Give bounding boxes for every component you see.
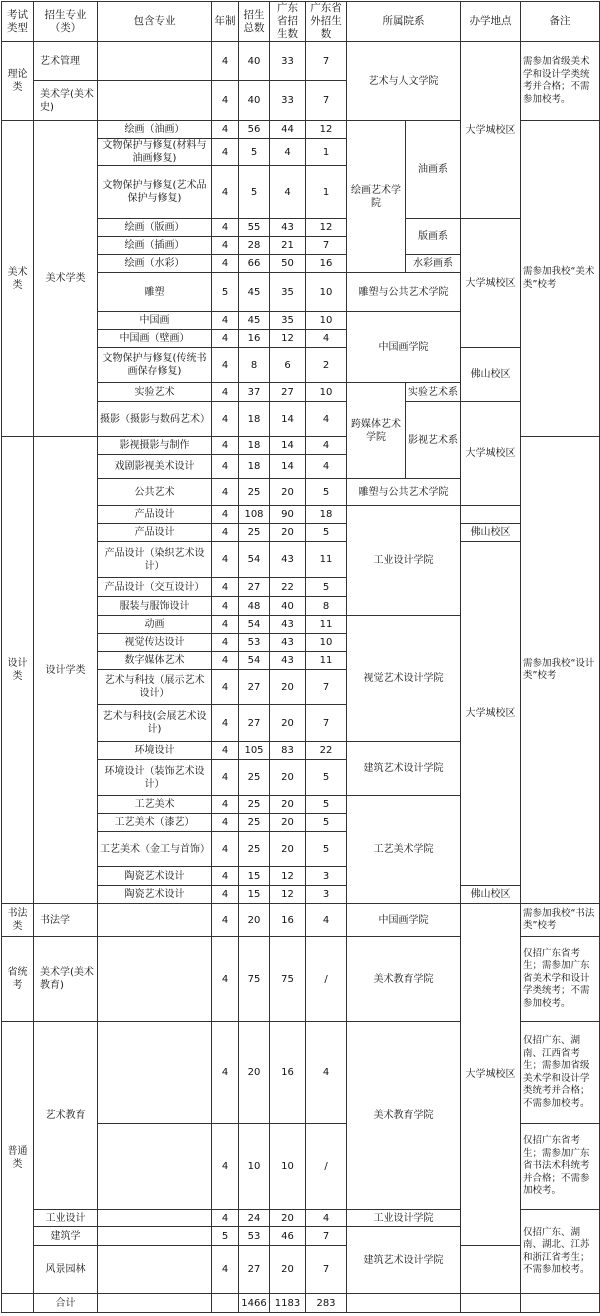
- total-cell: 53: [239, 634, 270, 652]
- sub-major-cell: [98, 81, 212, 121]
- sub-major-cell: 影视摄影与制作: [98, 437, 212, 455]
- total-cell: 37: [239, 383, 270, 402]
- note-cell: 仅招广东、湖南、江西省考生；需参加省级美术学和设计学类统考并合格；不需参加校考。: [521, 1022, 600, 1124]
- table-row: [2, 1246, 600, 1294]
- total-blank-cell: [212, 1294, 239, 1313]
- college-cell: 雕塑与公共艺术学院: [347, 479, 461, 506]
- total-cell: 27: [239, 705, 270, 742]
- sub-major-cell: 公共艺术: [98, 479, 212, 506]
- sub-major-cell: 动画: [98, 616, 212, 634]
- sub-major-cell: 绘画（水彩）: [98, 255, 212, 273]
- sub-major-cell: 工艺美术（金工与首饰）: [98, 832, 212, 867]
- gd-cell: 20: [270, 1246, 306, 1294]
- gd-cell: 16: [270, 904, 306, 937]
- gd-cell: 33: [270, 81, 306, 121]
- sub-major-cell: 陶瓷艺术设计: [98, 886, 212, 904]
- out-cell: 11: [306, 542, 347, 578]
- years-cell: 4: [212, 634, 239, 652]
- sub-major-cell: 产品设计: [98, 506, 212, 524]
- total-cell: 27: [239, 1246, 270, 1294]
- sub-major-cell: 文物保护与修复(传统书画保存修复): [98, 348, 212, 383]
- sub-major-cell: 中国画: [98, 312, 212, 330]
- major-cell: 美术学(美术教育): [34, 937, 98, 1022]
- total-cell: 15: [239, 867, 270, 886]
- years-cell: 4: [212, 1246, 239, 1294]
- note-cell: 仅招广东省考生；需参加广东省书法术科统考并合格；不需参加校考。: [521, 1124, 600, 1210]
- sub-major-cell: [98, 1227, 212, 1246]
- campus-cell: 大学城校区: [461, 42, 521, 219]
- out-cell: 10: [306, 634, 347, 652]
- header-note: 备注: [521, 2, 600, 42]
- header-total: 招生总数: [239, 2, 270, 42]
- college-cell: 跨媒体艺术学院: [347, 383, 406, 479]
- gd-cell: 75: [270, 937, 306, 1022]
- sub-major-cell: 绘画（油画）: [98, 121, 212, 139]
- total-cell: 75: [239, 937, 270, 1022]
- years-cell: 4: [212, 237, 239, 255]
- out-cell: 5: [306, 760, 347, 796]
- sub-major-cell: 视觉传达设计: [98, 634, 212, 652]
- gd-cell: 90: [270, 506, 306, 524]
- gd-cell: 6: [270, 348, 306, 383]
- years-cell: 4: [212, 437, 239, 455]
- years-cell: 4: [212, 886, 239, 904]
- exam-type-cell: 省统考: [2, 937, 34, 1022]
- total-label: 合计: [34, 1294, 98, 1313]
- college-cell: 工艺美术学院: [347, 796, 461, 904]
- years-cell: 4: [212, 402, 239, 437]
- total-sum-cell: 1466: [239, 1294, 270, 1313]
- total-cell: 27: [239, 578, 270, 597]
- gd-cell: 43: [270, 219, 306, 237]
- note-cell: 仅招广东、湖南、湖北、江苏和浙江省考生；不需参加校考。: [521, 1210, 600, 1294]
- sub-major-cell: [98, 904, 212, 937]
- gd-cell: 44: [270, 121, 306, 139]
- header-college: 所属院系: [347, 2, 461, 42]
- out-cell: 4: [306, 402, 347, 437]
- total-cell: 54: [239, 652, 270, 670]
- out-cell: /: [306, 1124, 347, 1210]
- total-cell: 108: [239, 506, 270, 524]
- years-cell: 4: [212, 455, 239, 479]
- major-cell: 建筑学: [34, 1227, 98, 1246]
- years-cell: 4: [212, 867, 239, 886]
- gd-cell: 22: [270, 578, 306, 597]
- out-cell: 4: [306, 455, 347, 479]
- major-cell: 书法学: [34, 904, 98, 937]
- exam-type-cell: 普通类: [2, 1022, 34, 1294]
- major-cell: 设计学类: [34, 437, 98, 904]
- total-cell: 28: [239, 237, 270, 255]
- sub-major-cell: 绘画（版画）: [98, 219, 212, 237]
- total-blank-cell: [347, 1294, 461, 1313]
- header-gd: 广东省招生数: [270, 2, 306, 42]
- gd-cell: 14: [270, 402, 306, 437]
- sub-major-cell: [98, 42, 212, 81]
- years-cell: 4: [212, 330, 239, 348]
- total-cell: 53: [239, 1227, 270, 1246]
- gd-cell: 46: [270, 1227, 306, 1246]
- sub-major-cell: 环境设计: [98, 742, 212, 760]
- total-cell: 105: [239, 742, 270, 760]
- total-cell: 54: [239, 542, 270, 578]
- out-cell: 10: [306, 273, 347, 312]
- campus-cell: 大学城校区: [461, 219, 521, 348]
- header-campus: 办学地点: [461, 2, 521, 42]
- total-gd-cell: 1183: [270, 1294, 306, 1313]
- gd-cell: 16: [270, 1022, 306, 1124]
- major-cell: 工业设计: [34, 1210, 98, 1227]
- years-cell: 4: [212, 1124, 239, 1210]
- total-cell: 10: [239, 1124, 270, 1210]
- gd-cell: 40: [270, 597, 306, 616]
- sub-major-cell: 戏剧影视美术设计: [98, 455, 212, 479]
- years-cell: 4: [212, 597, 239, 616]
- college-cell: 工业设计学院: [347, 1210, 461, 1227]
- total-cell: 25: [239, 760, 270, 796]
- out-cell: 4: [306, 330, 347, 348]
- total-cell: 8: [239, 348, 270, 383]
- sub-major-cell: 产品设计（染织艺术设计）: [98, 542, 212, 578]
- out-cell: 7: [306, 81, 347, 121]
- total-cell: 24: [239, 1210, 270, 1227]
- gd-cell: 4: [270, 166, 306, 219]
- admissions-table: [1, 1, 600, 1313]
- sub-major-cell: 雕塑: [98, 273, 212, 312]
- out-cell: 12: [306, 219, 347, 237]
- total-blank-cell: [2, 1294, 34, 1313]
- college-cell: 视觉艺术设计学院: [347, 616, 461, 742]
- out-cell: 7: [306, 42, 347, 81]
- out-cell: 3: [306, 867, 347, 886]
- major-cell: 风景园林: [34, 1246, 98, 1294]
- table-row: [2, 42, 600, 81]
- college-cell: 建筑艺术设计学院: [347, 1227, 461, 1294]
- total-cell: 16: [239, 330, 270, 348]
- dept-cell: 版画系: [406, 219, 461, 255]
- header-major: 招生专业（类）: [34, 2, 98, 42]
- total-out-cell: 283: [306, 1294, 347, 1313]
- sub-major-cell: 实验艺术: [98, 383, 212, 402]
- table-row: [2, 904, 600, 937]
- out-cell: 3: [306, 886, 347, 904]
- campus-cell: 佛山校区: [461, 348, 521, 402]
- years-cell: 4: [212, 832, 239, 867]
- years-cell: 5: [212, 273, 239, 312]
- out-cell: 8: [306, 597, 347, 616]
- header-out: 广东省外招生数: [306, 2, 347, 42]
- out-cell: 5: [306, 524, 347, 542]
- college-cell: 中国画学院: [347, 312, 461, 383]
- years-cell: 4: [212, 121, 239, 139]
- gd-cell: 50: [270, 255, 306, 273]
- gd-cell: 12: [270, 330, 306, 348]
- gd-cell: 12: [270, 886, 306, 904]
- total-cell: 25: [239, 796, 270, 814]
- years-cell: 4: [212, 705, 239, 742]
- college-cell: 雕塑与公共艺术学院: [347, 273, 461, 312]
- total-cell: 5: [239, 139, 270, 166]
- college-cell: 工业设计学院: [347, 506, 461, 616]
- college-cell: 绘画艺术学院: [347, 121, 406, 273]
- years-cell: 4: [212, 166, 239, 219]
- total-cell: 18: [239, 402, 270, 437]
- major-cell: 美术学(美术史): [34, 81, 98, 121]
- gd-cell: 27: [270, 383, 306, 402]
- total-cell: 48: [239, 597, 270, 616]
- sub-major-cell: 产品设计: [98, 524, 212, 542]
- exam-type-cell: 理论类: [2, 42, 34, 121]
- years-cell: 4: [212, 937, 239, 1022]
- out-cell: 10: [306, 312, 347, 330]
- campus-cell: 佛山校区: [461, 524, 521, 542]
- gd-cell: 20: [270, 524, 306, 542]
- out-cell: 5: [306, 479, 347, 506]
- major-cell: 艺术管理: [34, 42, 98, 81]
- gd-cell: 12: [270, 867, 306, 886]
- sub-major-cell: 文物保护与修复(材料与油画修复): [98, 139, 212, 166]
- sub-major-cell: 艺术与科技(会展艺术设计): [98, 705, 212, 742]
- years-cell: 5: [212, 1227, 239, 1246]
- total-cell: 27: [239, 670, 270, 705]
- out-cell: 7: [306, 1227, 347, 1246]
- years-cell: 4: [212, 670, 239, 705]
- years-cell: 4: [212, 524, 239, 542]
- years-cell: 4: [212, 312, 239, 330]
- out-cell: 10: [306, 383, 347, 402]
- years-cell: 4: [212, 578, 239, 597]
- years-cell: 4: [212, 760, 239, 796]
- college-cell: 美术教育学院: [347, 937, 461, 1022]
- out-cell: 7: [306, 670, 347, 705]
- gd-cell: 43: [270, 616, 306, 634]
- sub-major-cell: [98, 1246, 212, 1294]
- total-cell: 18: [239, 437, 270, 455]
- out-cell: /: [306, 937, 347, 1022]
- gd-cell: 43: [270, 634, 306, 652]
- major-cell: 美术学类: [34, 121, 98, 437]
- gd-cell: 20: [270, 705, 306, 742]
- out-cell: 4: [306, 1022, 347, 1124]
- years-cell: 4: [212, 479, 239, 506]
- total-cell: 55: [239, 219, 270, 237]
- out-cell: 11: [306, 652, 347, 670]
- header-row: [2, 2, 600, 42]
- sub-major-cell: [98, 1124, 212, 1210]
- dept-cell: 实验艺术系: [406, 383, 461, 402]
- gd-cell: 10: [270, 1124, 306, 1210]
- gd-cell: 35: [270, 273, 306, 312]
- total-cell: 18: [239, 455, 270, 479]
- out-cell: 1: [306, 166, 347, 219]
- total-blank-cell: [98, 1294, 212, 1313]
- total-blank-cell: [461, 1294, 521, 1313]
- total-cell: 5: [239, 166, 270, 219]
- note-cell: 需参加我校“美术类”校考: [521, 121, 600, 437]
- sub-major-cell: 绘画（插画）: [98, 237, 212, 255]
- exam-type-cell: 美术类: [2, 121, 34, 437]
- sub-major-cell: 产品设计（交互设计）: [98, 578, 212, 597]
- out-cell: 5: [306, 814, 347, 832]
- note-cell: 需参加省级美术学和设计学类统考并合格；不需参加校考。: [521, 42, 600, 121]
- years-cell: 4: [212, 383, 239, 402]
- gd-cell: 20: [270, 760, 306, 796]
- years-cell: 4: [212, 255, 239, 273]
- exam-type-cell: 设计类: [2, 437, 34, 904]
- years-cell: 4: [212, 616, 239, 634]
- out-cell: 12: [306, 121, 347, 139]
- gd-cell: 21: [270, 237, 306, 255]
- sub-major-cell: 文物保护与修复(艺术品保护与修复): [98, 166, 212, 219]
- campus-cell: 大学城校区: [461, 402, 521, 506]
- dept-cell: 影视艺术系: [406, 402, 461, 479]
- years-cell: 4: [212, 742, 239, 760]
- sub-major-cell: 艺术与科技（展示艺术设计）: [98, 670, 212, 705]
- out-cell: 2: [306, 348, 347, 383]
- gd-cell: 20: [270, 814, 306, 832]
- gd-cell: 20: [270, 796, 306, 814]
- header-exam-type: 考试类型: [2, 2, 34, 42]
- years-cell: 4: [212, 506, 239, 524]
- total-cell: 45: [239, 312, 270, 330]
- years-cell: 4: [212, 796, 239, 814]
- header-years: 年制: [212, 2, 239, 42]
- out-cell: 22: [306, 742, 347, 760]
- college-cell: 艺术与人文学院: [347, 42, 461, 121]
- gd-cell: 20: [270, 670, 306, 705]
- out-cell: 7: [306, 705, 347, 742]
- total-row: [2, 1294, 600, 1313]
- sub-major-cell: [98, 937, 212, 1022]
- college-cell: 中国画学院: [347, 904, 461, 937]
- out-cell: 1: [306, 139, 347, 166]
- total-cell: 40: [239, 42, 270, 81]
- dept-cell: 油画系: [406, 121, 461, 219]
- total-cell: 25: [239, 814, 270, 832]
- campus-cell: 大学城校区: [461, 904, 521, 1246]
- years-cell: 4: [212, 652, 239, 670]
- out-cell: 18: [306, 506, 347, 524]
- total-cell: 25: [239, 524, 270, 542]
- out-cell: 4: [306, 437, 347, 455]
- out-cell: 5: [306, 578, 347, 597]
- total-cell: 25: [239, 479, 270, 506]
- sub-major-cell: 环境设计（装饰艺术设计）: [98, 760, 212, 796]
- gd-cell: 43: [270, 542, 306, 578]
- sub-major-cell: 中国画（壁画）: [98, 330, 212, 348]
- campus-cell: 佛山校区: [461, 886, 521, 904]
- note-cell: 需参加我校“书法类”校考: [521, 904, 600, 937]
- years-cell: 4: [212, 219, 239, 237]
- years-cell: 4: [212, 348, 239, 383]
- years-cell: 4: [212, 542, 239, 578]
- out-cell: 4: [306, 1210, 347, 1227]
- years-cell: 4: [212, 1022, 239, 1124]
- total-cell: 40: [239, 81, 270, 121]
- gd-cell: 20: [270, 832, 306, 867]
- total-cell: 54: [239, 616, 270, 634]
- sub-major-cell: 摄影（摄影与数码艺术）: [98, 402, 212, 437]
- out-cell: 7: [306, 1246, 347, 1294]
- years-cell: 4: [212, 139, 239, 166]
- note-cell: 需参加我校“设计类”校考: [521, 437, 600, 904]
- years-cell: 4: [212, 1210, 239, 1227]
- dept-cell: 水彩画系: [406, 255, 461, 273]
- gd-cell: 43: [270, 652, 306, 670]
- gd-cell: 33: [270, 42, 306, 81]
- years-cell: 4: [212, 904, 239, 937]
- sub-major-cell: 工艺美术: [98, 796, 212, 814]
- years-cell: 4: [212, 814, 239, 832]
- sub-major-cell: 服装与服饰设计: [98, 597, 212, 616]
- total-blank-cell: [521, 1294, 600, 1313]
- total-cell: 56: [239, 121, 270, 139]
- years-cell: 4: [212, 81, 239, 121]
- total-cell: 20: [239, 904, 270, 937]
- college-cell: 建筑艺术设计学院: [347, 742, 461, 796]
- gd-cell: 35: [270, 312, 306, 330]
- college-cell: 美术教育学院: [347, 1022, 461, 1210]
- out-cell: 7: [306, 237, 347, 255]
- gd-cell: 14: [270, 437, 306, 455]
- total-cell: 25: [239, 832, 270, 867]
- total-cell: 45: [239, 273, 270, 312]
- years-cell: 4: [212, 42, 239, 81]
- out-cell: 5: [306, 832, 347, 867]
- sub-major-cell: 数字媒体艺术: [98, 652, 212, 670]
- sub-major-cell: [98, 1210, 212, 1227]
- total-cell: 66: [239, 255, 270, 273]
- total-cell: 15: [239, 886, 270, 904]
- gd-cell: 20: [270, 1210, 306, 1227]
- out-cell: 5: [306, 796, 347, 814]
- gd-cell: 14: [270, 455, 306, 479]
- total-cell: 20: [239, 1022, 270, 1124]
- header-includes: 包含专业: [98, 2, 212, 42]
- major-cell: 艺术教育: [34, 1022, 98, 1210]
- out-cell: 16: [306, 255, 347, 273]
- out-cell: 11: [306, 616, 347, 634]
- gd-cell: 83: [270, 742, 306, 760]
- gd-cell: 4: [270, 139, 306, 166]
- gd-cell: 20: [270, 479, 306, 506]
- note-cell: 仅招广东省考生；需参加广东省美术学和设计学类统考；不需参加校考。: [521, 937, 600, 1022]
- sub-major-cell: 陶瓷艺术设计: [98, 867, 212, 886]
- sub-major-cell: 工艺美术（漆艺）: [98, 814, 212, 832]
- sub-major-cell: [98, 1022, 212, 1124]
- exam-type-cell: 书法类: [2, 904, 34, 937]
- campus-cell: 大学城校区: [461, 542, 521, 886]
- out-cell: 4: [306, 904, 347, 937]
